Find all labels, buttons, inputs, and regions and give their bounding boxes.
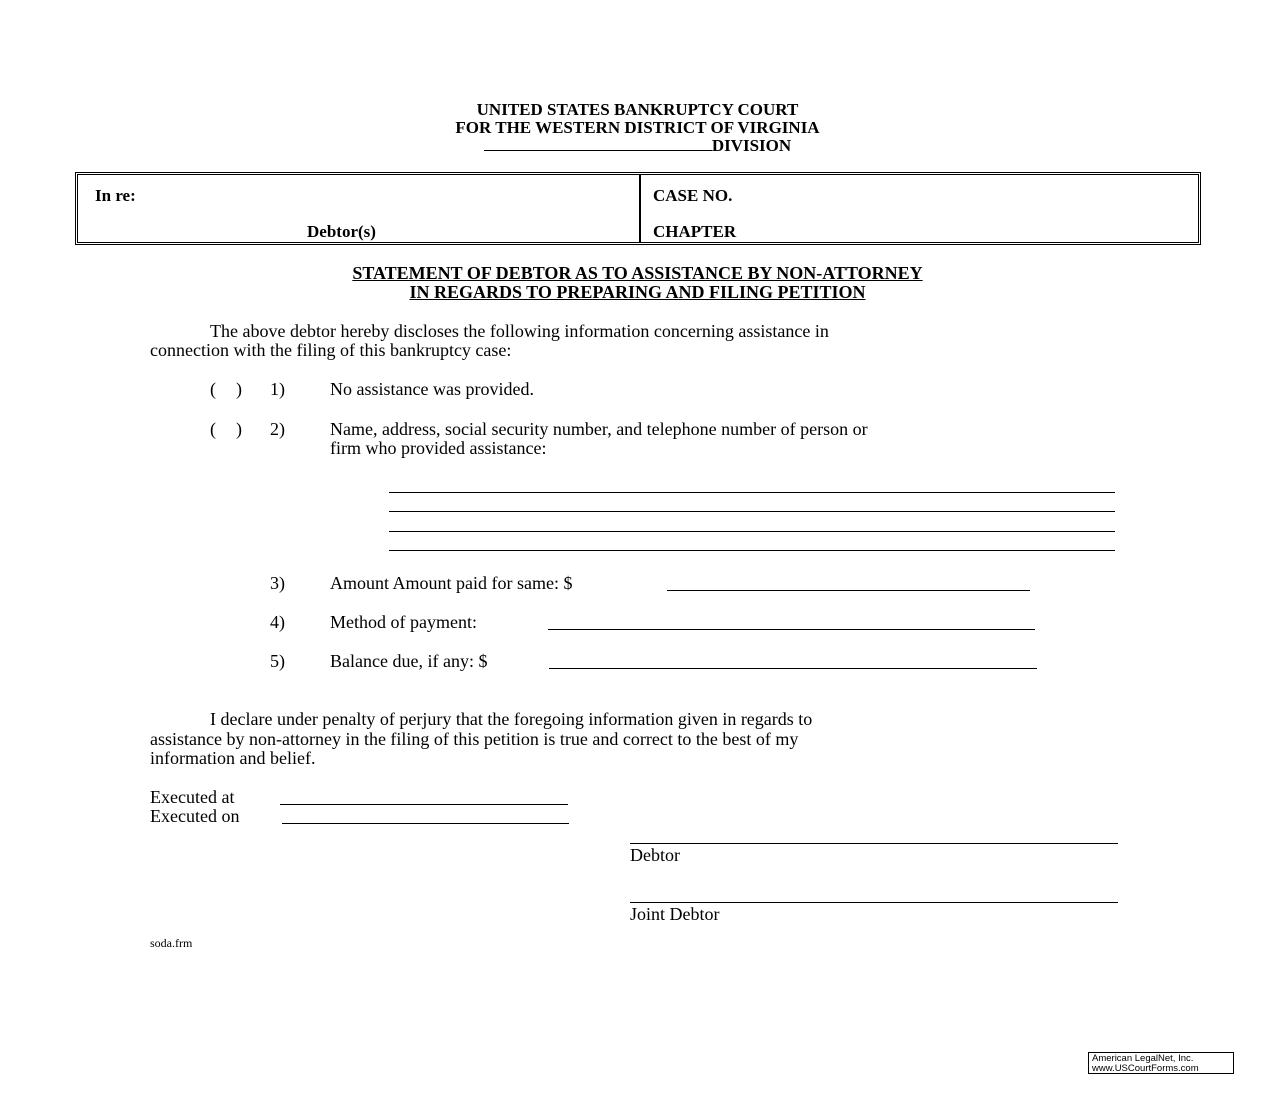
- provider-info-line[interactable]: [389, 531, 1115, 532]
- item2-checkbox[interactable]: ( ): [210, 419, 242, 439]
- executed-on-field[interactable]: [282, 823, 569, 824]
- joint-debtor-signature-line[interactable]: [630, 902, 1118, 903]
- executed-at-field[interactable]: [280, 804, 568, 805]
- publisher-name: American LegalNet, Inc.: [1092, 1053, 1194, 1064]
- form-id: soda.frm: [150, 936, 193, 950]
- item2-number: 2): [270, 419, 285, 439]
- executed-on-label: Executed on: [150, 806, 240, 826]
- intro-line2: connection with the filing of this bankruptcy case:: [150, 340, 512, 360]
- joint-debtor-signature-label: Joint Debtor: [630, 904, 720, 924]
- provider-info-line[interactable]: [389, 550, 1115, 551]
- declaration-line1: I declare under penalty of perjury that the foregoing information given in regards to: [210, 709, 813, 729]
- executed-at-label: Executed at: [150, 787, 235, 807]
- item5-number: 5): [270, 651, 285, 671]
- caption-divider: [639, 175, 641, 242]
- division-blank[interactable]: [484, 136, 712, 151]
- case-caption-box: [75, 172, 1201, 245]
- chapter-label: CHAPTER: [653, 222, 737, 241]
- item2-text-line1: Name, address, social security number, and telephone number of person or: [330, 419, 868, 439]
- publisher-url: www.USCourtForms.com: [1092, 1063, 1199, 1074]
- item3-number: 3): [270, 573, 285, 593]
- debtor-signature-label: Debtor: [630, 845, 680, 865]
- in-re-label: In re:: [95, 186, 136, 205]
- provider-info-line[interactable]: [389, 492, 1115, 493]
- item1-text: No assistance was provided.: [330, 379, 534, 399]
- item3-text: Amount Amount paid for same: $: [330, 573, 573, 593]
- provider-info-line[interactable]: [389, 511, 1115, 512]
- amount-paid-field[interactable]: [667, 590, 1030, 591]
- item1-number: 1): [270, 379, 285, 399]
- case-no-label: CASE NO.: [653, 186, 733, 205]
- publisher-stamp: [1088, 1052, 1234, 1074]
- declaration-line3: information and belief.: [150, 748, 316, 768]
- statement-title-line1: STATEMENT OF DEBTOR AS TO ASSISTANCE BY NON-ATTORNEY: [352, 263, 923, 283]
- division-label: DIVISION: [711, 136, 792, 155]
- item5-text: Balance due, if any: $: [330, 651, 488, 671]
- declaration-line2: assistance by non-attorney in the filing of this petition is true and correct to the best of my: [150, 729, 799, 749]
- item4-text: Method of payment:: [330, 612, 477, 632]
- intro-line1: The above debtor hereby discloses the following information concerning assistance in: [210, 321, 829, 341]
- item4-number: 4): [270, 612, 285, 632]
- item2-text-line2: firm who provided assistance:: [330, 438, 547, 458]
- item1-checkbox[interactable]: ( ): [210, 379, 242, 399]
- balance-due-field[interactable]: [549, 668, 1037, 669]
- court-name: UNITED STATES BANKRUPTCY COURT: [476, 100, 799, 119]
- division-line: [0, 136, 1275, 155]
- debtor-signature-line[interactable]: [630, 843, 1118, 844]
- district-name: FOR THE WESTERN DISTRICT OF VIRGINIA: [455, 118, 820, 137]
- debtor-label: Debtor(s): [307, 222, 376, 241]
- payment-method-field[interactable]: [548, 629, 1035, 630]
- statement-title-line2: IN REGARDS TO PREPARING AND FILING PETITION: [409, 282, 866, 302]
